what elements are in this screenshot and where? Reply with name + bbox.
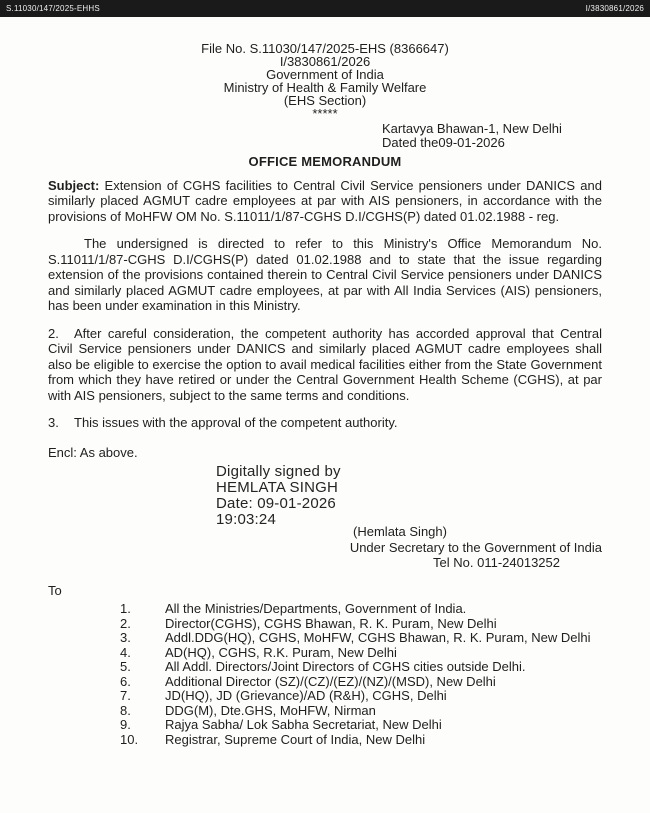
digital-signature-stamp bbox=[216, 464, 602, 528]
document-body bbox=[0, 17, 650, 747]
recipient-text: Addl.DDG(HQ), CGHS, MoHFW, CGHS Bhawan, R. K. Puram, New Delhi bbox=[165, 630, 591, 645]
government-line: Government of India bbox=[266, 67, 384, 82]
recipient-item bbox=[48, 602, 602, 617]
header-file-reference: S.11030/147/2025-EHHS bbox=[6, 3, 100, 13]
header-id-reference: I/3830861/2026 bbox=[585, 3, 644, 13]
paragraph-2-number: 2. bbox=[48, 325, 59, 341]
recipient-item bbox=[48, 689, 602, 704]
signatory-designation: Under Secretary to the Government of India bbox=[349, 539, 602, 555]
recipient-number: 10. bbox=[120, 731, 139, 747]
paragraph-2 bbox=[48, 326, 602, 404]
paragraph-3 bbox=[48, 415, 602, 431]
recipient-number: 3. bbox=[120, 630, 131, 645]
digital-signature-line-4: 19:03:24 bbox=[216, 511, 276, 528]
signature-block bbox=[48, 464, 602, 571]
recipient-text: JD(HQ), JD (Grievance)/AD (R&H), CGHS, Delhi bbox=[165, 688, 447, 703]
recipient-text: Rajya Sabha/ Lok Sabha Secretariat, New Delhi bbox=[165, 717, 442, 732]
letterhead bbox=[48, 42, 602, 120]
id-number-line: I/3830861/2026 bbox=[279, 54, 371, 69]
digital-signature-line-1: Digitally signed by bbox=[216, 463, 341, 480]
date-line: Dated the09-01-2026 bbox=[382, 134, 505, 150]
paragraph-1: The undersigned is directed to refer to this Ministry's Office Memorandum No. S.11011/1/87-CGHS D.I/CGHS(P) dated 01.02.1988 and to state that the issue regarding extension of the provisions contained therein to Central Civil Service pensioners under DANICS and similarly placed AGMUT cadre employees, at par with All India Services (AIS) pensioners, has been under examination in this Ministry. bbox=[48, 236, 602, 313]
section-line: (EHS Section) bbox=[283, 93, 367, 108]
recipient-text: Director(CGHS), CGHS Bhawan, R. K. Puram, New Delhi bbox=[165, 615, 497, 631]
document-title: OFFICE MEMORANDUM bbox=[248, 154, 402, 169]
subject-label: Subject: bbox=[48, 177, 100, 193]
separator-stars: ***** bbox=[312, 106, 338, 121]
enclosure-line: Encl: As above. bbox=[48, 444, 138, 460]
ministry-line: Ministry of Health & Family Welfare bbox=[223, 80, 427, 95]
recipient-item bbox=[48, 617, 602, 632]
subject-paragraph bbox=[48, 178, 602, 225]
recipient-item bbox=[48, 660, 602, 675]
recipient-text: Additional Director (SZ)/(CZ)/(EZ)/(NZ)/(MSD), New Delhi bbox=[165, 673, 496, 689]
digital-signature-line-3: Date: 09-01-2026 bbox=[216, 495, 336, 512]
recipient-number: 2. bbox=[120, 615, 131, 631]
file-number-line: File No. S.11030/147/2025-EHS (8366647) bbox=[201, 41, 449, 56]
place-line: Kartavya Bhawan-1, New Delhi bbox=[382, 121, 562, 136]
subject-text: Extension of CGHS facilities to Central Civil Service pensioners under DANICS and similarly placed AGMUT cadre employees at par with AIS pensioners, in accordance with the provisions of MoHFW OM No. S.11011/1/87-CGHS D.I/CGHS(P) dated 01.02.1988 - reg. bbox=[48, 177, 602, 224]
recipient-number: 6. bbox=[120, 673, 131, 689]
recipient-item bbox=[48, 631, 602, 646]
recipient-item bbox=[48, 646, 602, 661]
paragraph-3-text: This issues with the approval of the competent authority. bbox=[74, 415, 398, 430]
recipient-item bbox=[48, 675, 602, 690]
recipient-number: 1. bbox=[120, 601, 131, 616]
digital-signature-line-2: HEMLATA SINGH bbox=[216, 479, 339, 496]
paragraph-2-text: After careful consideration, the competent authority has accorded approval that Central Civil Service pensioners under DANICS and similarly placed AGMUT cadre employees shall also be eligible to exercise the option to avail medical facilities either from the State Government from which they have retired or under the Central Government Health Scheme (CGHS), at par with AIS pensioners, subject to the same terms and conditions. bbox=[48, 325, 602, 403]
recipient-text: DDG(M), Dte.GHS, MoHFW, Nirman bbox=[165, 702, 376, 718]
signatory-telephone: Tel No. 011-24013252 bbox=[433, 555, 560, 570]
recipient-item bbox=[48, 704, 602, 719]
place-date-block bbox=[382, 122, 602, 149]
recipient-number: 4. bbox=[120, 644, 131, 660]
recipient-text: All Addl. Directors/Joint Directors of CGHS cities outside Delhi. bbox=[165, 659, 526, 674]
recipient-item bbox=[48, 733, 602, 748]
recipients-list bbox=[48, 602, 602, 747]
recipient-number: 8. bbox=[120, 702, 131, 718]
recipient-number: 7. bbox=[120, 688, 131, 703]
recipient-item bbox=[48, 718, 602, 733]
recipient-text: All the Ministries/Departments, Government of India. bbox=[165, 601, 467, 616]
recipient-text: AD(HQ), CGHS, R.K. Puram, New Delhi bbox=[165, 644, 397, 660]
recipient-number: 5. bbox=[120, 659, 131, 674]
recipient-text: Registrar, Supreme Court of India, New Delhi bbox=[165, 731, 426, 747]
recipient-number: 9. bbox=[120, 717, 131, 732]
signatory-name: (Hemlata Singh) bbox=[353, 524, 447, 539]
paragraph-3-number: 3. bbox=[48, 415, 59, 430]
header-bar bbox=[0, 0, 650, 17]
to-label: To bbox=[48, 582, 62, 598]
